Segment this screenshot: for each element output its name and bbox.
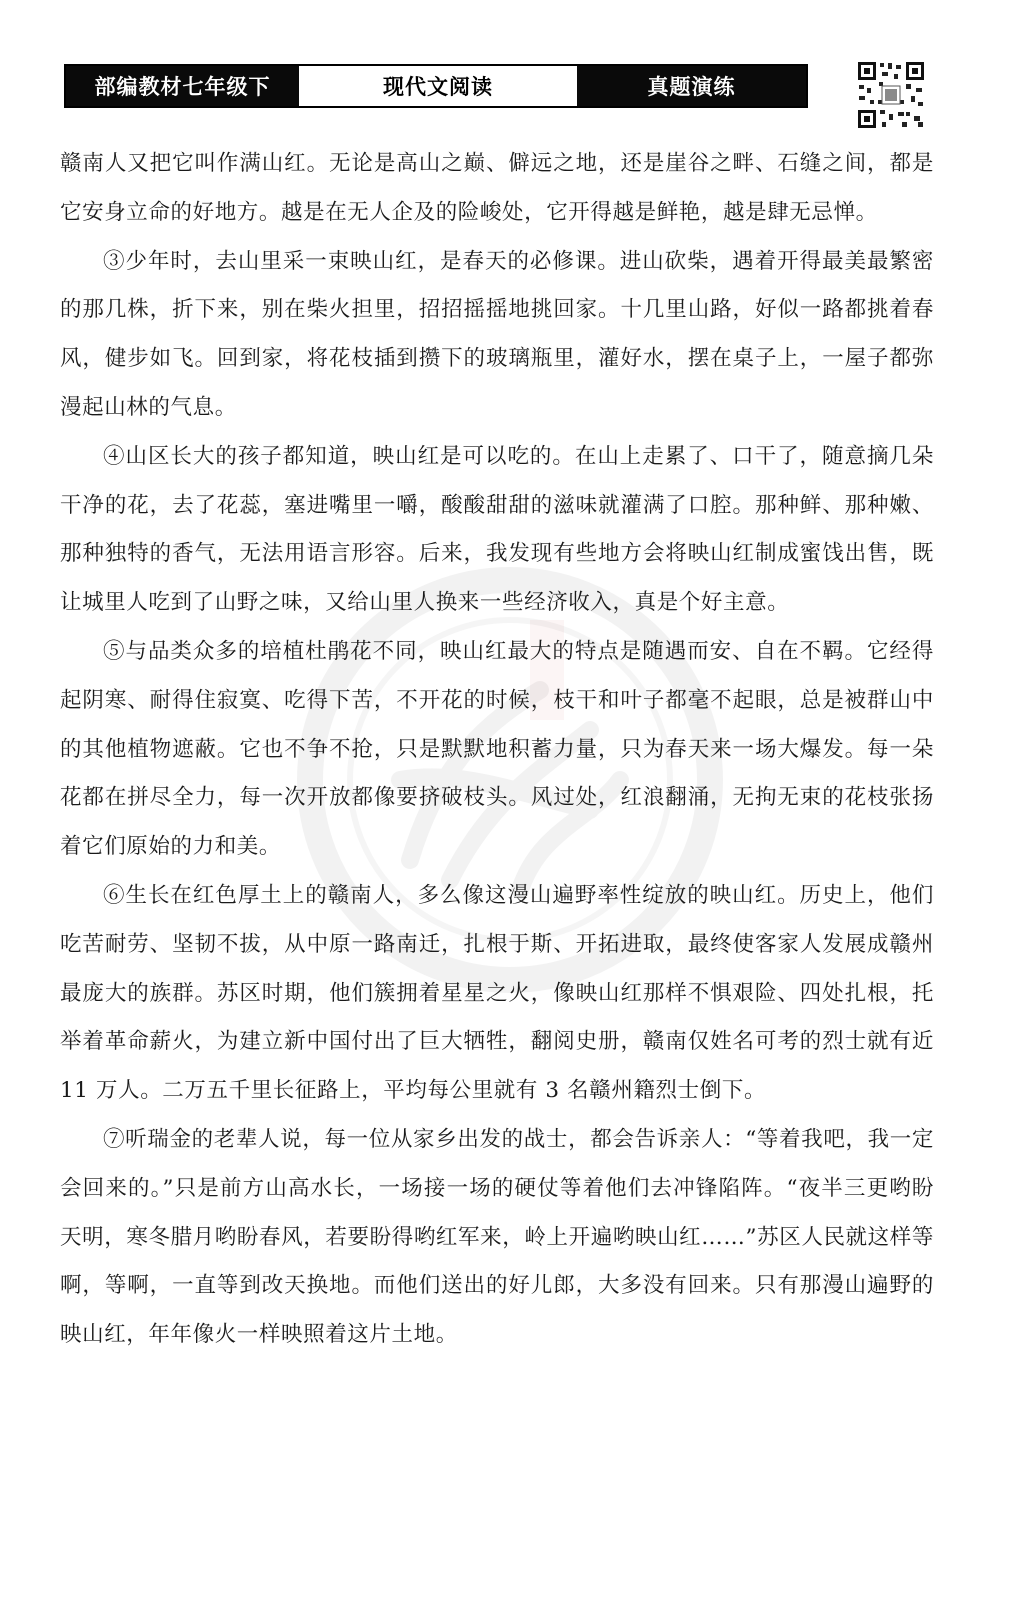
- paragraph-5: ⑤与品类众多的培植杜鹃花不同，映山红最大的特点是随遇而安、自在不羁。它经得起阴寒、耐得住寂寞、吃得下苦，不开花的时候，枝干和叶子都毫不起眼，总是被群山中的其他植物遮蔽。它也不争不抢，只是默默地积蓄力量，只为春天来一场大爆发。每一朵花都在拼尽全力，每一次开放都像要挤破枝头。风过处，红浪翻涌，无拘无束的花枝张扬着它们原始的力和美。: [60, 638, 934, 860]
- header-topic-label: 现代文阅读: [299, 66, 577, 106]
- paragraph-continued: 赣南人又把它叫作满山红。无论是高山之巅、僻远之地，还是崖谷之畔、石缝之间，都是它安身立命的好地方。越是在无人企及的险峻处，它开得越是鲜艳，越是肆无忌惮。: [60, 151, 934, 225]
- paragraph-3: ③少年时，去山里采一束映山红，是春天的必修课。进山砍柴，遇着开得最美最繁密的那几株，折下来，别在柴火担里，招招摇摇地挑回家。十几里山路，好似一路都挑着春风，健步如飞。回到家，将花枝插到攒下的玻璃瓶里，灌好水，摆在桌子上，一屋子都弥漫起山林的气息。: [60, 248, 934, 420]
- qr-code-icon: [856, 60, 926, 130]
- paragraph-4: ④山区长大的孩子都知道，映山红是可以吃的。在山上走累了、口干了，随意摘几朵干净的花，去了花蕊，塞进嘴里一嚼，酸酸甜甜的滋味就灌满了口腔。那种鲜、那种嫩、那种独特的香气，无法用语言形容。后来，我发现有些地方会将映山红制成蜜饯出售，既让城里人吃到了山野之味，又给山里人换来一些经济收入，真是个好主意。: [60, 443, 934, 616]
- paragraph-6: ⑥生长在红色厚土上的赣南人，多么像这漫山遍野率性绽放的映山红。历史上，他们吃苦耐劳、坚韧不拔，从中原一路南迁，扎根于斯、开拓进取，最终使客家人发展成赣州最庞大的族群。苏区时期，他们簇拥着星星之火，像映山红那样不惧艰险、四处扎根，托举着革命薪火，为建立新中国付出了巨大牺牲，翻阅史册，赣南仅姓名可考的烈士就有近 11 万人。二万五千里长征路上，平均每公里就有 3 名赣州籍烈士倒下。: [60, 882, 934, 1104]
- header-section-label: 真题演练: [577, 66, 806, 106]
- header-grade-label: 部编教材七年级下: [66, 66, 299, 106]
- article-body: [60, 140, 934, 1360]
- paragraph-7: ⑦听瑞金的老辈人说，每一位从家乡出发的战士，都会告诉亲人：“等着我吧，我一定会回来的。”只是前方山高水长，一场接一场的硬仗等着他们去冲锋陷阵。“夜半三更哟盼天明，寒冬腊月哟盼春风，若要盼得哟红军来，岭上开遍哟映山红……”苏区人民就这样等啊，等啊，一直等到改天换地。而他们送出的好儿郎，大多没有回来。只有那漫山遍野的映山红，年年像火一样映照着这片土地。: [60, 1126, 934, 1348]
- header-bar: [64, 64, 808, 108]
